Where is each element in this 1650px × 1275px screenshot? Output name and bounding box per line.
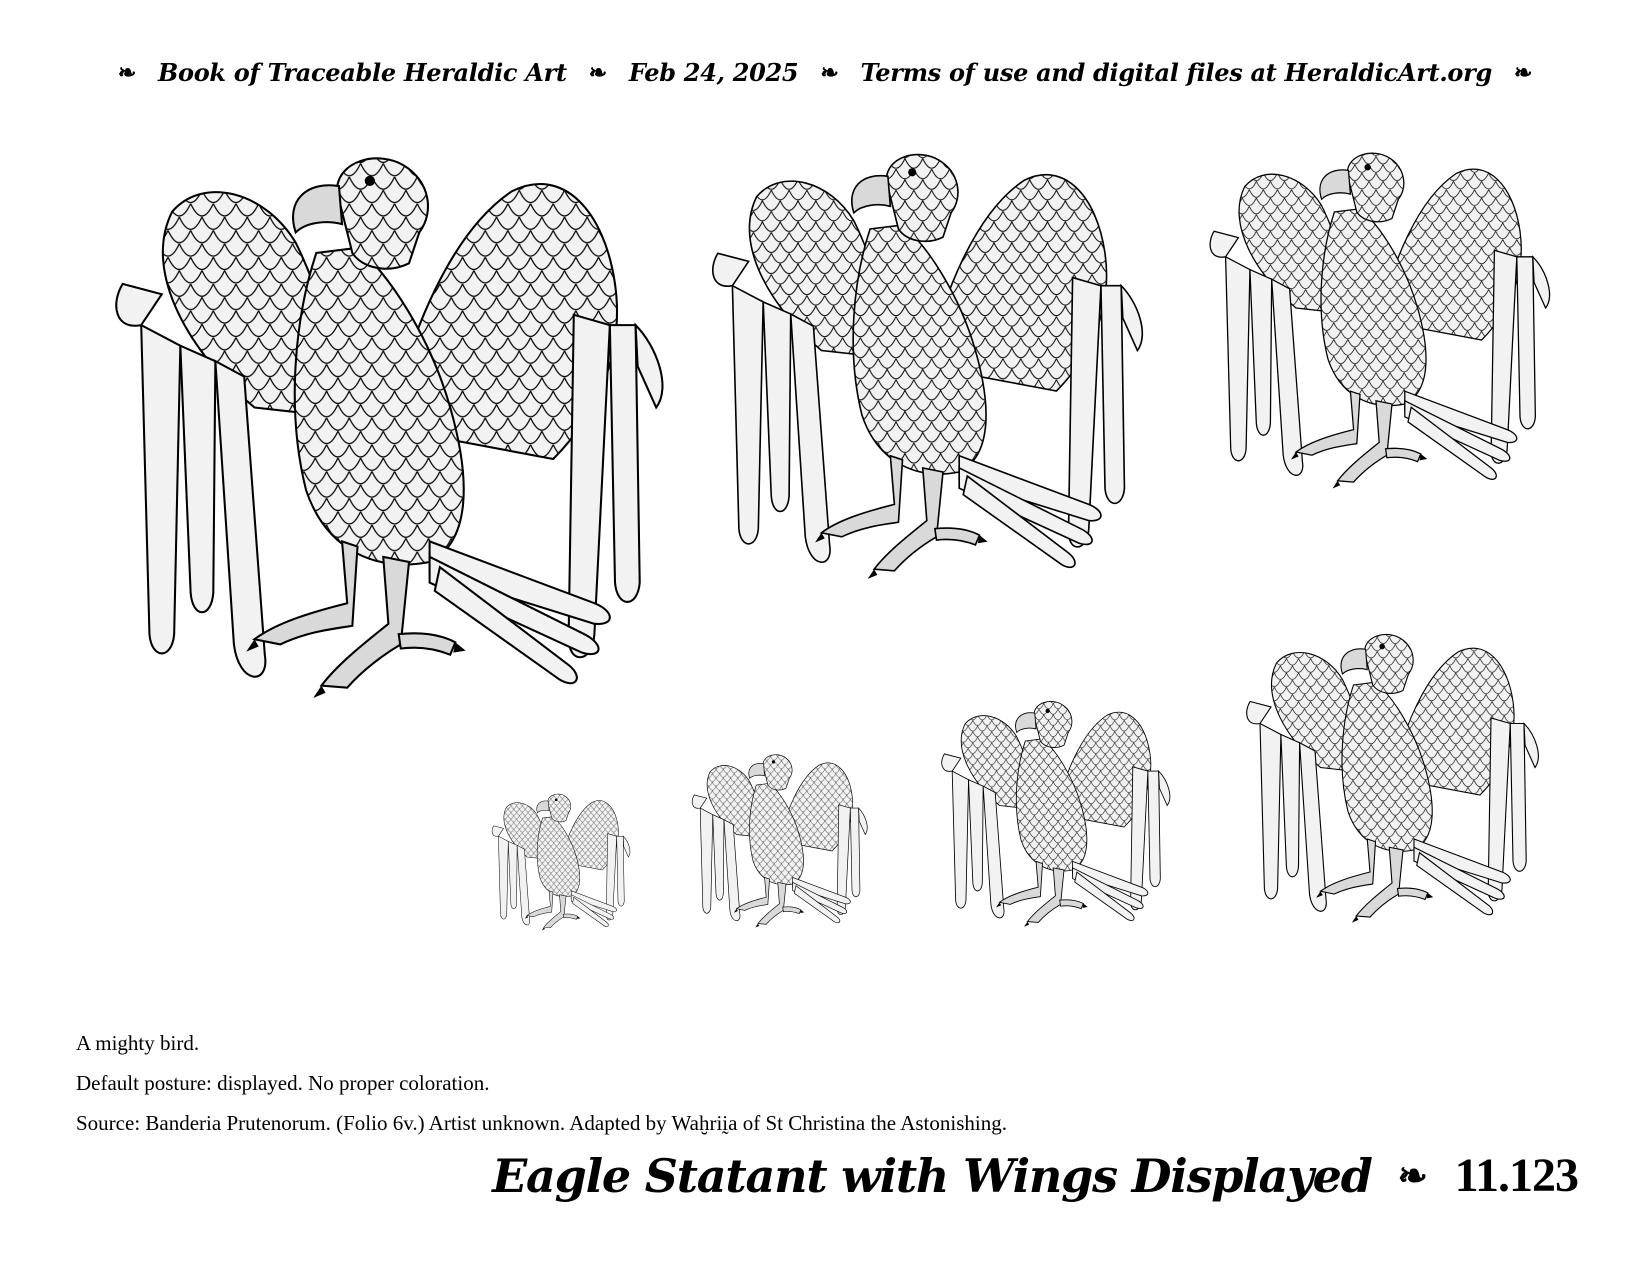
eagle-bottom-right	[1247, 634, 1539, 922]
fleuron-ornament: ❧	[820, 59, 839, 86]
publication-date: Feb 24, 2025	[628, 58, 799, 87]
source-line: Source: Banderia Prutenorum. (Folio 6v.) Artist unknown. Adapted by Waḫriḭa of St Christina the Astonishing.	[76, 1111, 1007, 1135]
description-line: A mighty bird.	[76, 1031, 200, 1055]
terms-of-use: Terms of use and digital files at HeraldicArt.org	[860, 58, 1492, 87]
description-block	[76, 1023, 1007, 1143]
description-line: Default posture: displayed. No proper coloration.	[76, 1071, 490, 1095]
eagle-bottom-second	[692, 755, 867, 928]
figure-title: Eagle Statant with Wings Displayed	[492, 1148, 1372, 1203]
eagle-bottom-third	[942, 701, 1170, 926]
fleuron-ornament: ❧	[117, 59, 137, 86]
fleuron-ornament: ❧	[1513, 59, 1533, 86]
plate-number: 11.123	[1454, 1149, 1578, 1202]
book-title: Book of Traceable Heraldic Art	[158, 58, 567, 87]
eagle-bottom-first	[492, 794, 630, 930]
fleuron-ornament: ❧	[588, 59, 607, 86]
fleuron-ornament: ❧	[1397, 1154, 1427, 1197]
eagle-large	[116, 158, 662, 698]
eagle-top-right	[1210, 153, 1549, 488]
eagle-medium-top	[713, 155, 1143, 579]
page-footer	[492, 1148, 1578, 1203]
